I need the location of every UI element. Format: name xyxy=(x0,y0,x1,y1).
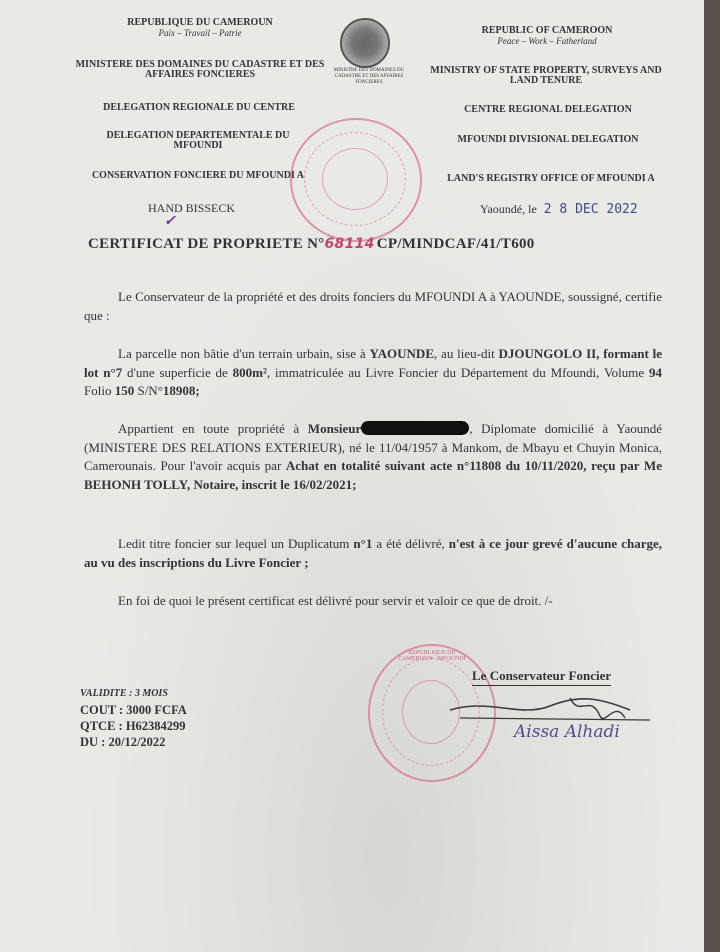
handwritten-mark: ✓ xyxy=(164,214,176,229)
footer-du: DU : 20/12/2022 xyxy=(80,735,166,749)
footer-block xyxy=(80,686,187,750)
header-right-country: REPUBLIC OF CAMEROON Peace – Work – Fatherland xyxy=(452,26,642,46)
seal-caption: REPUBLIQUE DU CAMEROUN · MFOUNDI xyxy=(398,650,466,662)
header-left-regional: DELEGATION REGIONALE DU CENTRE xyxy=(103,102,295,113)
signatory-title: Le Conservateur Foncier xyxy=(472,668,611,686)
header-right-ministry: MINISTRY OF STATE PROPERTY, SURVEYS AND LAND TENURE xyxy=(430,65,662,86)
redaction-bar xyxy=(361,421,469,435)
coat-of-arms-icon xyxy=(340,18,390,68)
paragraph-intro: Le Conservateur de la propriété et des droits fonciers du MFOUNDI A à YAOUNDE, soussigné, certifie que : xyxy=(84,289,662,323)
paragraph-closing: En foi de quoi le présent certificat est délivré pour servir et valoir ce que de droit. /- xyxy=(118,593,553,608)
header-left-motto: Paix – Travail – Patrie xyxy=(158,28,242,38)
date-stamp: 2 8 DEC 2022 xyxy=(543,202,638,217)
header-right-divisional: MFOUNDI DIVISIONAL DELEGATION xyxy=(457,134,639,145)
paragraph-parcel: La parcelle non bâtie d'un terrain urbain, sise à YAOUNDE, au lieu-dit DJOUNGOLO II, formant le lot n°7 d'une superficie de 800m², immatriculée au Livre Foncier du Département du Mfoundi, Volume 94 Folio 150 S/N°18908; xyxy=(84,346,662,398)
signature-name: Aissa Alhadi xyxy=(514,722,620,742)
header-left-country: REPUBLIQUE DU CAMEROUN Paix – Travail – Patrie xyxy=(90,18,310,38)
header-right-regional: CENTRE REGIONAL DELEGATION xyxy=(464,104,632,115)
footer-qtce: QTCE : H62384299 xyxy=(80,719,186,733)
header-left-divisional: DELEGATION DEPARTEMENTALE DU MFOUNDI xyxy=(106,130,290,151)
emblem-caption: MINISTRE DES DOMAINES DU CADASTRE ET DES AFFAIRES FONCIERES xyxy=(333,68,405,85)
footer-cout: COUT : 3000 FCFA xyxy=(80,703,187,717)
location-left: HAND BISSECK xyxy=(148,201,236,215)
header-right-motto: Peace – Work – Fatherland xyxy=(497,36,597,46)
header-left-ministry: MINISTERE DES DOMAINES DU CADASTRE ET DES AFFAIRES FONCIERES xyxy=(75,59,325,80)
footer-validite: VALIDITE : 3 MOIS xyxy=(80,688,168,699)
background-edge xyxy=(704,0,720,952)
certificate-title: CERTIFICAT DE PROPRIETE N°68114 CP/MINDCAF/41/T600 xyxy=(88,236,535,252)
header-left-office: CONSERVATION FONCIERE DU MFOUNDI A xyxy=(91,170,305,181)
date-line: Yaoundé, le 2 8 DEC 2022 xyxy=(480,202,638,217)
paragraph-duplicatum: Ledit titre foncier sur lequel un Duplicatum n°1 a été délivré, n'est à ce jour grevé d'aucune charge, au vu des inscriptions du Livre Foncier ; xyxy=(84,536,662,570)
paragraph-owner: Appartient en toute propriété à Monsieur , Diplomate domicilié à Yaoundé (MINISTERE DES RELATIONS EXTERIEUR), né le 11/04/1957 à Mankom, de Mbayu et Chuyin Monica, Camerounais. Pour l'avoir acquis par Achat en totalité suivant acte n°11808 du 10/11/2020, reçu par Me BEHONH TOLLY, Notaire, inscrit le 16/02/2021; xyxy=(84,421,662,492)
official-seal-top-icon xyxy=(290,118,422,242)
certificate-number: 68114 xyxy=(324,236,375,252)
header-right-office: LAND'S REGISTRY OFFICE OF MFOUNDI A xyxy=(447,173,655,184)
